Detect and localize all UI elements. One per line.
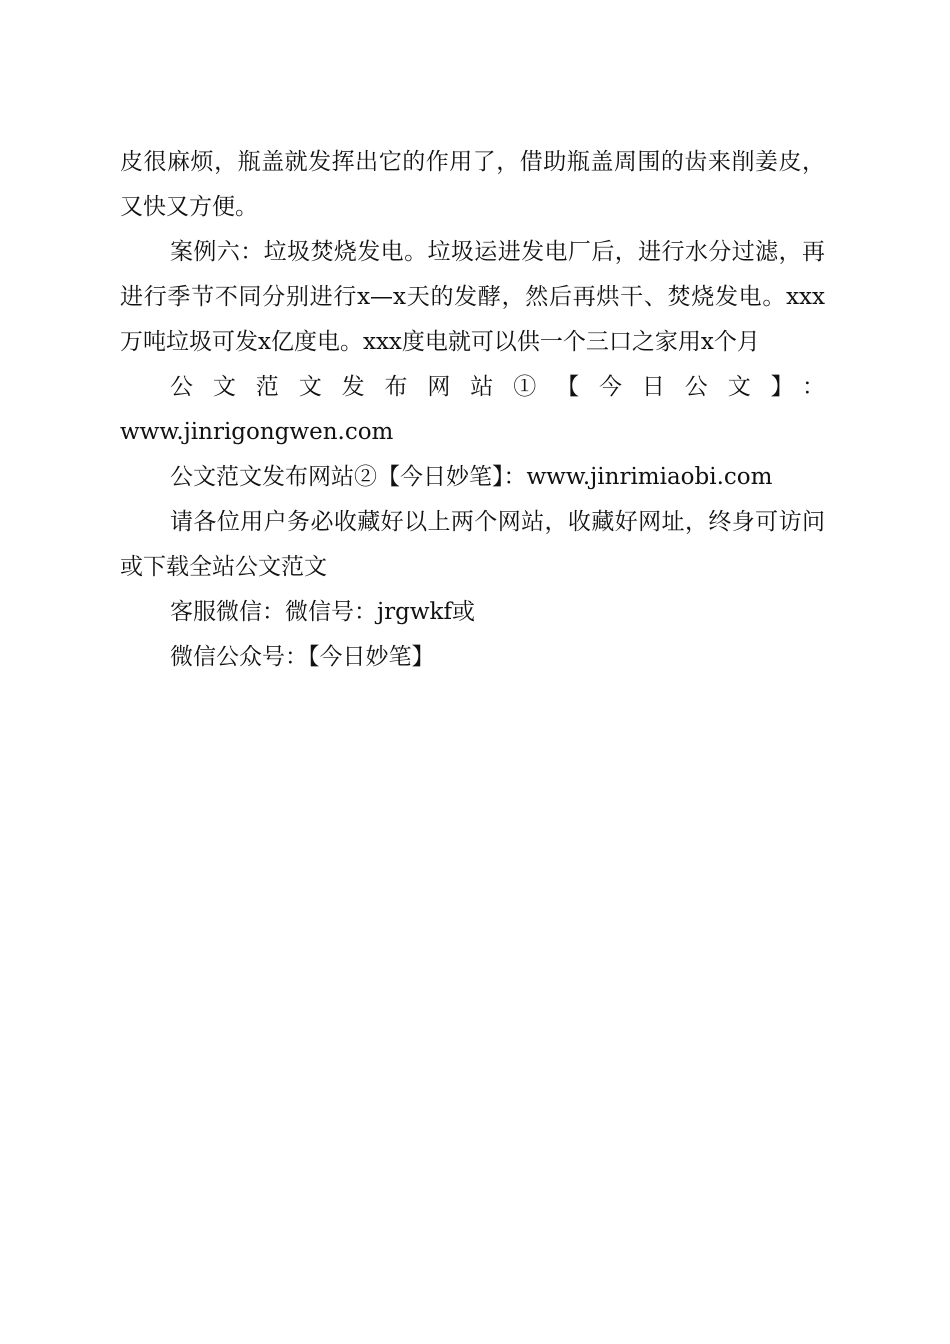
paragraph-site-two: 公文范文发布网站②【今日妙笔】：www.jinrimiaobi.com <box>170 464 773 490</box>
site-one-label: 公文范文发布网站①【今日公文】： <box>170 374 825 400</box>
paragraph-case-six: 案例六：垃圾焚烧发电。垃圾运进发电厂后，进行水分过滤，再进行季节不同分别进行x—x天的发酵，然后再烘干、焚烧发电。xxx万吨垃圾可发x亿度电。xxx度电就可以供一个三口之家用x个月 <box>120 239 825 355</box>
paragraph-ginger-peel: 皮很麻烦，瓶盖就发挥出它的作用了，借助瓶盖周围的齿来削姜皮，又快又方便。 <box>120 149 825 220</box>
site-one-url: www.jinrigongwen.com <box>120 419 394 445</box>
paragraph-customer-service: 客服微信：微信号：jrgwkf或 <box>170 599 475 625</box>
paragraph-site-one <box>120 365 825 455</box>
paragraph-bookmark-notice: 请各位用户务必收藏好以上两个网站，收藏好网址，终身可访问或下载全站公文范文 <box>120 509 825 580</box>
paragraph-official-account: 微信公众号：【今日妙笔】 <box>170 644 435 670</box>
document-body <box>120 140 825 680</box>
